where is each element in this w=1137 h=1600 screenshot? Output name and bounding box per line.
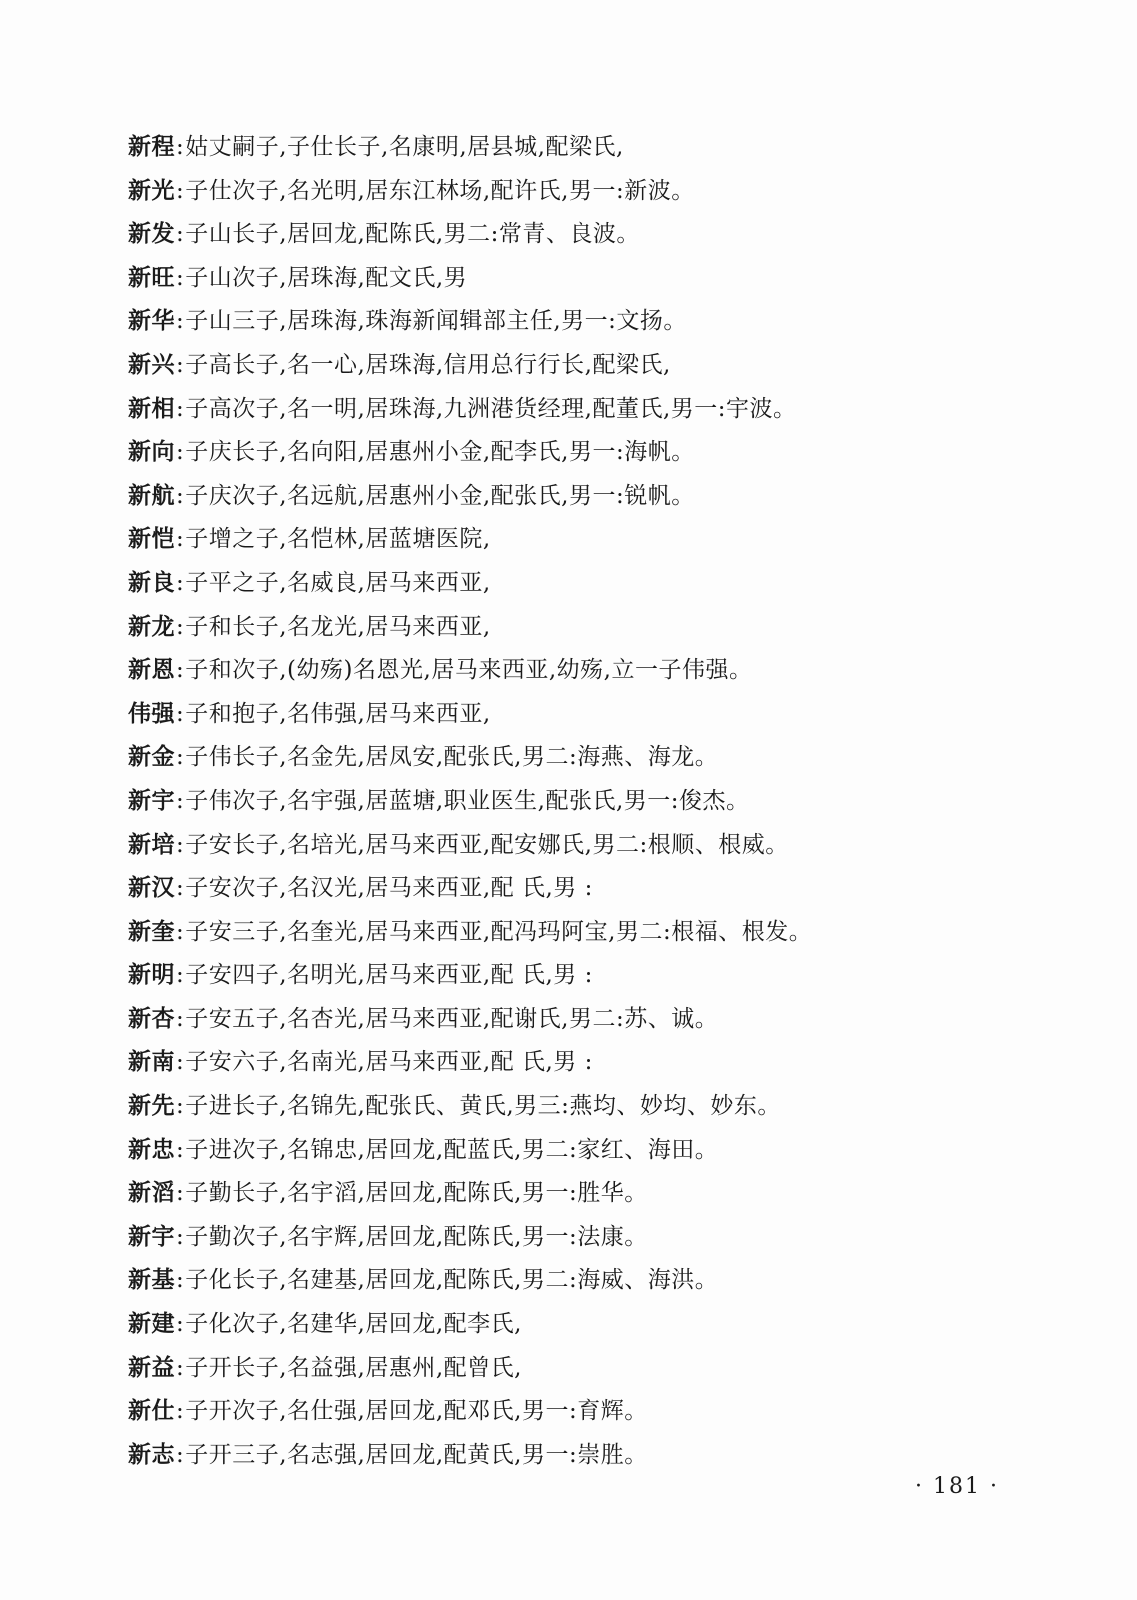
entry-colon: : [176,177,185,204]
entry-text: 子安长子,名培光,居马来西亚,配安娜氏,男二:根顺、根威。 [185,831,789,858]
entry-colon: : [176,1398,185,1425]
entry-name: 新龙 [128,613,175,640]
entry-name: 新南 [128,1049,175,1076]
entry-text: 子山长子,居回龙,配陈氏,男二:常青、良波。 [185,221,640,248]
entry-name: 新良 [128,569,175,596]
entry-colon: : [176,875,185,902]
genealogy-entry [128,1347,1028,1391]
genealogy-entry [128,388,1028,432]
genealogy-entry [128,300,1028,344]
genealogy-entry [128,1172,1028,1216]
entry-colon: : [176,1180,185,1207]
entry-name: 新相 [128,395,175,422]
genealogy-entry [128,170,1028,214]
genealogy-entry [128,1434,1028,1478]
entry-name: 新向 [128,439,175,466]
genealogy-entry [128,954,1028,998]
entry-name: 新汉 [128,875,175,902]
entry-text: 子化长子,名建基,居回龙,配陈氏,男二:海威、海洪。 [185,1267,719,1294]
entry-name: 伟强 [128,700,175,727]
genealogy-entry [128,736,1028,780]
entry-colon: : [176,1049,185,1076]
entry-text: 子勤长子,名宇滔,居回龙,配陈氏,男一:胜华。 [185,1180,648,1207]
entry-name: 新金 [128,744,175,771]
entry-text: 子安五子,名杏光,居马来西亚,配谢氏,男二:苏、诚。 [185,1005,719,1032]
entry-name: 新明 [128,962,175,989]
genealogy-entry [128,213,1028,257]
entry-name: 新益 [128,1354,175,1381]
entry-colon: : [176,1223,185,1250]
entry-name: 新旺 [128,264,175,291]
entry-name: 新宇 [128,1223,175,1250]
genealogy-entry [128,257,1028,301]
entry-colon: : [176,482,185,509]
entry-text: 子增之子,名恺林,居蓝塘医院, [185,526,491,553]
entry-text: 子山次子,居珠海,配文氏,男 [185,264,468,291]
entry-text: 子开次子,名仕强,居回龙,配邓氏,男一:育辉。 [185,1398,648,1425]
genealogy-entry [128,431,1028,475]
genealogy-entry [128,344,1028,388]
entry-name: 新奎 [128,918,175,945]
entry-colon: : [176,613,185,640]
entry-colon: : [176,526,185,553]
entry-colon: : [176,569,185,596]
entry-text: 子进长子,名锦先,配张氏、黄氏,男三:燕均、妙均、妙东。 [185,1093,781,1120]
entry-colon: : [176,787,185,814]
entry-text: 子庆次子,名远航,居惠州小金,配张氏,男一:锐帆。 [185,482,695,509]
genealogy-entry [128,998,1028,1042]
genealogy-entry [128,1390,1028,1434]
entry-name: 新发 [128,221,175,248]
entry-name: 新杏 [128,1005,175,1032]
entry-text: 子安四子,名明光,居马来西亚,配 氏,男 : [185,962,593,989]
entry-name: 新恩 [128,657,175,684]
entry-name: 新先 [128,1093,175,1120]
entry-colon: : [176,744,185,771]
entry-text: 子勤次子,名宇辉,居回龙,配陈氏,男一:法康。 [185,1223,648,1250]
genealogy-entry [128,475,1028,519]
entry-colon: : [176,1441,185,1468]
entry-name: 新光 [128,177,175,204]
entry-text: 子伟长子,名金先,居凤安,配张氏,男二:海燕、海龙。 [185,744,719,771]
entry-colon: : [176,657,185,684]
entry-colon: : [176,395,185,422]
entry-text: 子庆长子,名向阳,居惠州小金,配李氏,男一:海帆。 [185,439,695,466]
entry-name: 新仕 [128,1398,175,1425]
entry-colon: : [176,264,185,291]
entry-colon: : [176,439,185,466]
entry-colon: : [176,1354,185,1381]
entry-colon: : [176,351,185,378]
entry-colon: : [176,918,185,945]
genealogy-entry [128,780,1028,824]
entry-text: 子安次子,名汉光,居马来西亚,配 氏,男 : [185,875,593,902]
entry-text: 子高长子,名一心,居珠海,信用总行行长,配梁氏, [185,351,671,378]
entry-text: 子进次子,名锦忠,居回龙,配蓝氏,男二:家红、海田。 [185,1136,719,1163]
entry-name: 新忠 [128,1136,175,1163]
entry-colon: : [176,962,185,989]
entry-text: 子和长子,名龙光,居马来西亚, [185,613,491,640]
genealogy-entry [128,606,1028,650]
entry-colon: : [176,1005,185,1032]
entry-name: 新航 [128,482,175,509]
genealogy-entry [128,1303,1028,1347]
entry-text: 子化次子,名建华,居回龙,配李氏, [185,1311,522,1338]
entry-name: 新华 [128,308,175,335]
entry-text: 子伟次子,名宇强,居蓝塘,职业医生,配张氏,男一:俊杰。 [185,787,750,814]
genealogy-entry [128,126,1028,170]
entry-colon: : [176,700,185,727]
genealogy-entry [128,562,1028,606]
entry-text: 子山三子,居珠海,珠海新闻辑部主任,男一:文扬。 [185,308,687,335]
genealogy-entry [128,911,1028,955]
entry-text: 子和次子,(幼殇)名恩光,居马来西亚,幼殇,立一子伟强。 [185,657,753,684]
entry-text: 子开长子,名益强,居惠州,配曾氏, [185,1354,522,1381]
entry-name: 新志 [128,1441,175,1468]
genealogy-entry [128,649,1028,693]
genealogy-entry [128,1085,1028,1129]
genealogy-entry [128,693,1028,737]
entry-text: 子安六子,名南光,居马来西亚,配 氏,男 : [185,1049,593,1076]
entry-name: 新培 [128,831,175,858]
entry-colon: : [176,221,185,248]
entry-name: 新程 [128,134,175,160]
entry-name: 新兴 [128,351,175,378]
entry-text: 子仕次子,名光明,居东江林场,配许氏,男一:新波。 [185,177,695,204]
genealogy-entry [128,1259,1028,1303]
entry-name: 新恺 [128,526,175,553]
entry-text: 子安三子,名奎光,居马来西亚,配冯玛阿宝,男二:根福、根发。 [185,918,813,945]
genealogy-entry [128,867,1028,911]
entry-colon: : [176,134,185,160]
genealogy-entry-list [128,126,1028,1477]
entry-text: 子开三子,名志强,居回龙,配黄氏,男一:崇胜。 [185,1441,648,1468]
entry-name: 新宇 [128,787,175,814]
entry-name: 新建 [128,1311,175,1338]
entry-colon: : [176,1311,185,1338]
entry-colon: : [176,308,185,335]
entry-name: 新滔 [128,1180,175,1207]
entry-colon: : [176,1267,185,1294]
entry-colon: : [176,831,185,858]
entry-text: 子平之子,名威良,居马来西亚, [185,569,491,596]
genealogy-entry [128,1216,1028,1260]
genealogy-entry [128,1129,1028,1173]
entry-text: 子和抱子,名伟强,居马来西亚, [185,700,491,727]
genealogy-entry [128,1041,1028,1085]
entry-text: 子高次子,名一明,居珠海,九洲港货经理,配董氏,男一:宇波。 [185,395,797,422]
entry-name: 新基 [128,1267,175,1294]
entry-colon: : [176,1093,185,1120]
entry-text: 姑丈嗣子,子仕长子,名康明,居县城,配梁氏, [185,134,624,160]
page-number: · 181 · [915,1474,999,1499]
genealogy-entry [128,824,1028,868]
entry-colon: : [176,1136,185,1163]
genealogy-entry [128,518,1028,562]
